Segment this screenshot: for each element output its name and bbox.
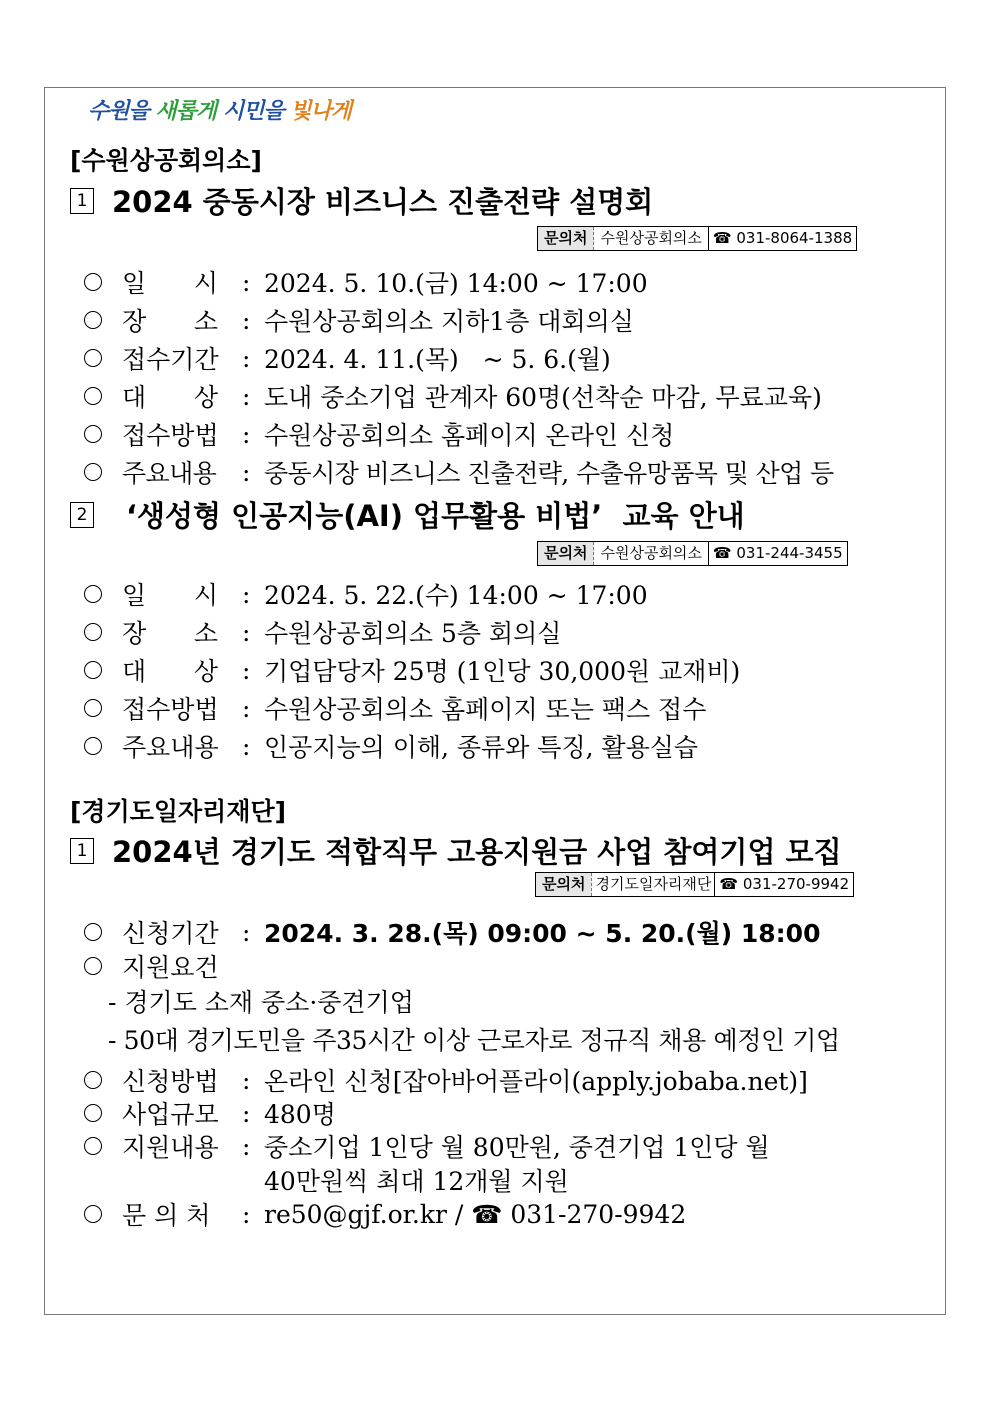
bullet-circle-icon <box>84 1104 102 1122</box>
info-row: 장 소 : 수원상공회의소 5층 회의실 <box>84 614 561 650</box>
bullet-circle-icon <box>84 349 102 367</box>
bullet-circle-icon <box>84 923 102 941</box>
row-value: re50@gjf.or.kr / ☎ 031-270-9942 <box>264 1199 687 1229</box>
row-label: 지원요건 <box>122 953 219 982</box>
row-value: 2024. 3. 28.(목) 09:00 ~ 5. 20.(월) 18:00 <box>264 919 821 948</box>
row-label: 일 시 <box>122 269 218 298</box>
contact-label: 문의처 <box>538 227 594 250</box>
row-value: 480명 <box>264 1100 336 1129</box>
info-row: 접수방법 : 수원상공회의소 홈페이지 온라인 신청 <box>84 416 674 452</box>
row-value: 수원상공회의소 지하1층 대회의실 <box>264 307 634 336</box>
info-row: 일 시 : 2024. 5. 22.(수) 14:00 ~ 17:00 <box>84 576 648 612</box>
row-value: 2024. 5. 22.(수) 14:00 ~ 17:00 <box>264 581 648 610</box>
row-value: 중소기업 1인당 월 80만원, 중견기업 1인당 월 <box>264 1133 770 1162</box>
section-number-box: 1 <box>70 188 94 214</box>
bullet-circle-icon <box>84 273 102 291</box>
contact-label: 문의처 <box>538 542 594 565</box>
row-value: 수원상공회의소 홈페이지 온라인 신청 <box>264 421 675 450</box>
contact-box-3 <box>535 872 854 897</box>
section-heading-1 <box>70 180 653 221</box>
bullet-circle-icon <box>84 1205 102 1223</box>
info-row: 장 소 : 수원상공회의소 지하1층 대회의실 <box>84 302 634 338</box>
contact-phone: ☎ 031-8064-1388 <box>712 229 853 247</box>
section-title: 2024 중동시장 비즈니스 진출전략 설명회 <box>112 185 654 219</box>
row-label: 장 소 <box>122 307 218 336</box>
requirement-item: - 경기도 소재 중소·중견기업 <box>108 988 414 1017</box>
bullet-circle-icon <box>84 699 102 717</box>
contact-phone: ☎ 031-270-9942 <box>719 875 850 893</box>
contact-box-2 <box>537 541 848 566</box>
info-row <box>84 948 242 984</box>
support-continuation: 40만원씩 최대 12개월 지원 <box>264 1167 569 1196</box>
slogan-part-3: 시민을 <box>216 99 291 124</box>
contact-org: 경기도일자리재단 <box>592 873 715 896</box>
slogan-part-1: 수원을 <box>88 99 156 124</box>
info-row: 사업규모 : 480명 <box>84 1095 336 1131</box>
row-value: 중동시장 비즈니스 진출전략, 수출유망품목 및 산업 등 <box>264 459 834 488</box>
row-label: 신청방법 <box>122 1067 219 1096</box>
contact-box-1 <box>537 226 857 251</box>
slogan-part-2: 새롭게 <box>155 99 217 124</box>
info-row: 신청기간 : 2024. 3. 28.(목) 09:00 ~ 5. 20.(월) 18:00 <box>84 914 820 950</box>
bullet-circle-icon <box>84 463 102 481</box>
bullet-circle-icon <box>84 661 102 679</box>
row-label: 접수방법 <box>122 421 219 450</box>
section-number-box: 1 <box>70 838 94 864</box>
row-label: 장 소 <box>122 619 218 648</box>
bullet-circle-icon <box>84 387 102 405</box>
bullet-circle-icon <box>84 623 102 641</box>
org-heading-gjf: [경기도일자리재단] <box>70 797 287 826</box>
bullet-circle-icon <box>84 425 102 443</box>
requirement-item: - 50대 경기도민을 주35시간 이상 근로자로 정규직 채용 예정인 기업 <box>108 1026 840 1055</box>
row-value: 도내 중소기업 관계자 60명(선착순 마감, 무료교육) <box>264 383 822 412</box>
contact-phone: ☎ 031-244-3455 <box>712 544 843 562</box>
row-label: 사업규모 <box>122 1100 219 1129</box>
section-heading-2 <box>70 494 745 535</box>
row-label: 대 상 <box>122 657 218 686</box>
info-row: 주요내용 : 중동시장 비즈니스 진출전략, 수출유망품목 및 산업 등 <box>84 454 834 490</box>
row-label: 주요내용 <box>122 733 219 762</box>
row-label: 대 상 <box>122 383 218 412</box>
section-heading-3 <box>70 830 842 871</box>
row-label: 일 시 <box>122 581 218 610</box>
info-row: 일 시 : 2024. 5. 10.(금) 14:00 ~ 17:00 <box>84 264 648 300</box>
slogan-logo <box>88 94 351 125</box>
row-label: 주요내용 <box>122 459 217 488</box>
contact-org: 수원상공회의소 <box>594 542 708 565</box>
section-number-box: 2 <box>70 502 94 528</box>
row-label: 접수기간 <box>122 345 219 374</box>
bullet-circle-icon <box>84 585 102 603</box>
section-title: 2024년 경기도 적합직무 고용지원금 사업 참여기업 모집 <box>112 835 842 869</box>
bullet-circle-icon <box>84 957 102 975</box>
bullet-circle-icon <box>84 311 102 329</box>
info-row: 대 상 : 기업담당자 25명 (1인당 30,000원 교재비) <box>84 652 740 688</box>
row-label: 문 의 처 <box>122 1201 211 1230</box>
row-label: 지원내용 <box>122 1133 219 1162</box>
contact-label: 문의처 <box>536 873 592 896</box>
row-value: 기업담당자 25명 (1인당 30,000원 교재비) <box>264 657 741 686</box>
org-heading-chamber: [수원상공회의소] <box>70 146 262 175</box>
bullet-circle-icon <box>84 737 102 755</box>
row-label: 신청기간 <box>122 919 219 948</box>
info-row: 주요내용 : 인공지능의 이해, 종류와 특징, 활용실습 <box>84 728 698 764</box>
info-row: 지원내용 : 중소기업 1인당 월 80만원, 중견기업 1인당 월 <box>84 1128 770 1164</box>
contact-org: 수원상공회의소 <box>594 227 708 250</box>
section-title: ‘생성형 인공지능(AI) 업무활용 비법’ 교육 안내 <box>126 499 745 533</box>
row-value: 2024. 5. 10.(금) 14:00 ~ 17:00 <box>264 269 648 298</box>
info-row: 문 의 처 : re50@gjf.or.kr / ☎ 031-270-9942 <box>84 1196 686 1232</box>
row-value: 수원상공회의소 5층 회의실 <box>264 619 562 648</box>
info-row: 접수기간 : 2024. 4. 11.(목) ~ 5. 6.(월) <box>84 340 611 376</box>
info-row: 대 상 : 도내 중소기업 관계자 60명(선착순 마감, 무료교육) <box>84 378 822 414</box>
row-value: 인공지능의 이해, 종류와 특징, 활용실습 <box>264 733 699 762</box>
slogan-part-4: 빛나게 <box>290 99 352 124</box>
row-label: 접수방법 <box>122 695 219 724</box>
row-value: 2024. 4. 11.(목) ~ 5. 6.(월) <box>264 345 611 374</box>
row-value: 수원상공회의소 홈페이지 또는 팩스 접수 <box>264 695 707 724</box>
bullet-circle-icon <box>84 1071 102 1089</box>
info-row: 접수방법 : 수원상공회의소 홈페이지 또는 팩스 접수 <box>84 690 706 726</box>
row-value: 온라인 신청[잡아바어플라이(apply.jobaba.net)] <box>264 1067 808 1096</box>
info-row: 신청방법 : 온라인 신청[잡아바어플라이(apply.jobaba.net)] <box>84 1062 808 1098</box>
bullet-circle-icon <box>84 1137 102 1155</box>
